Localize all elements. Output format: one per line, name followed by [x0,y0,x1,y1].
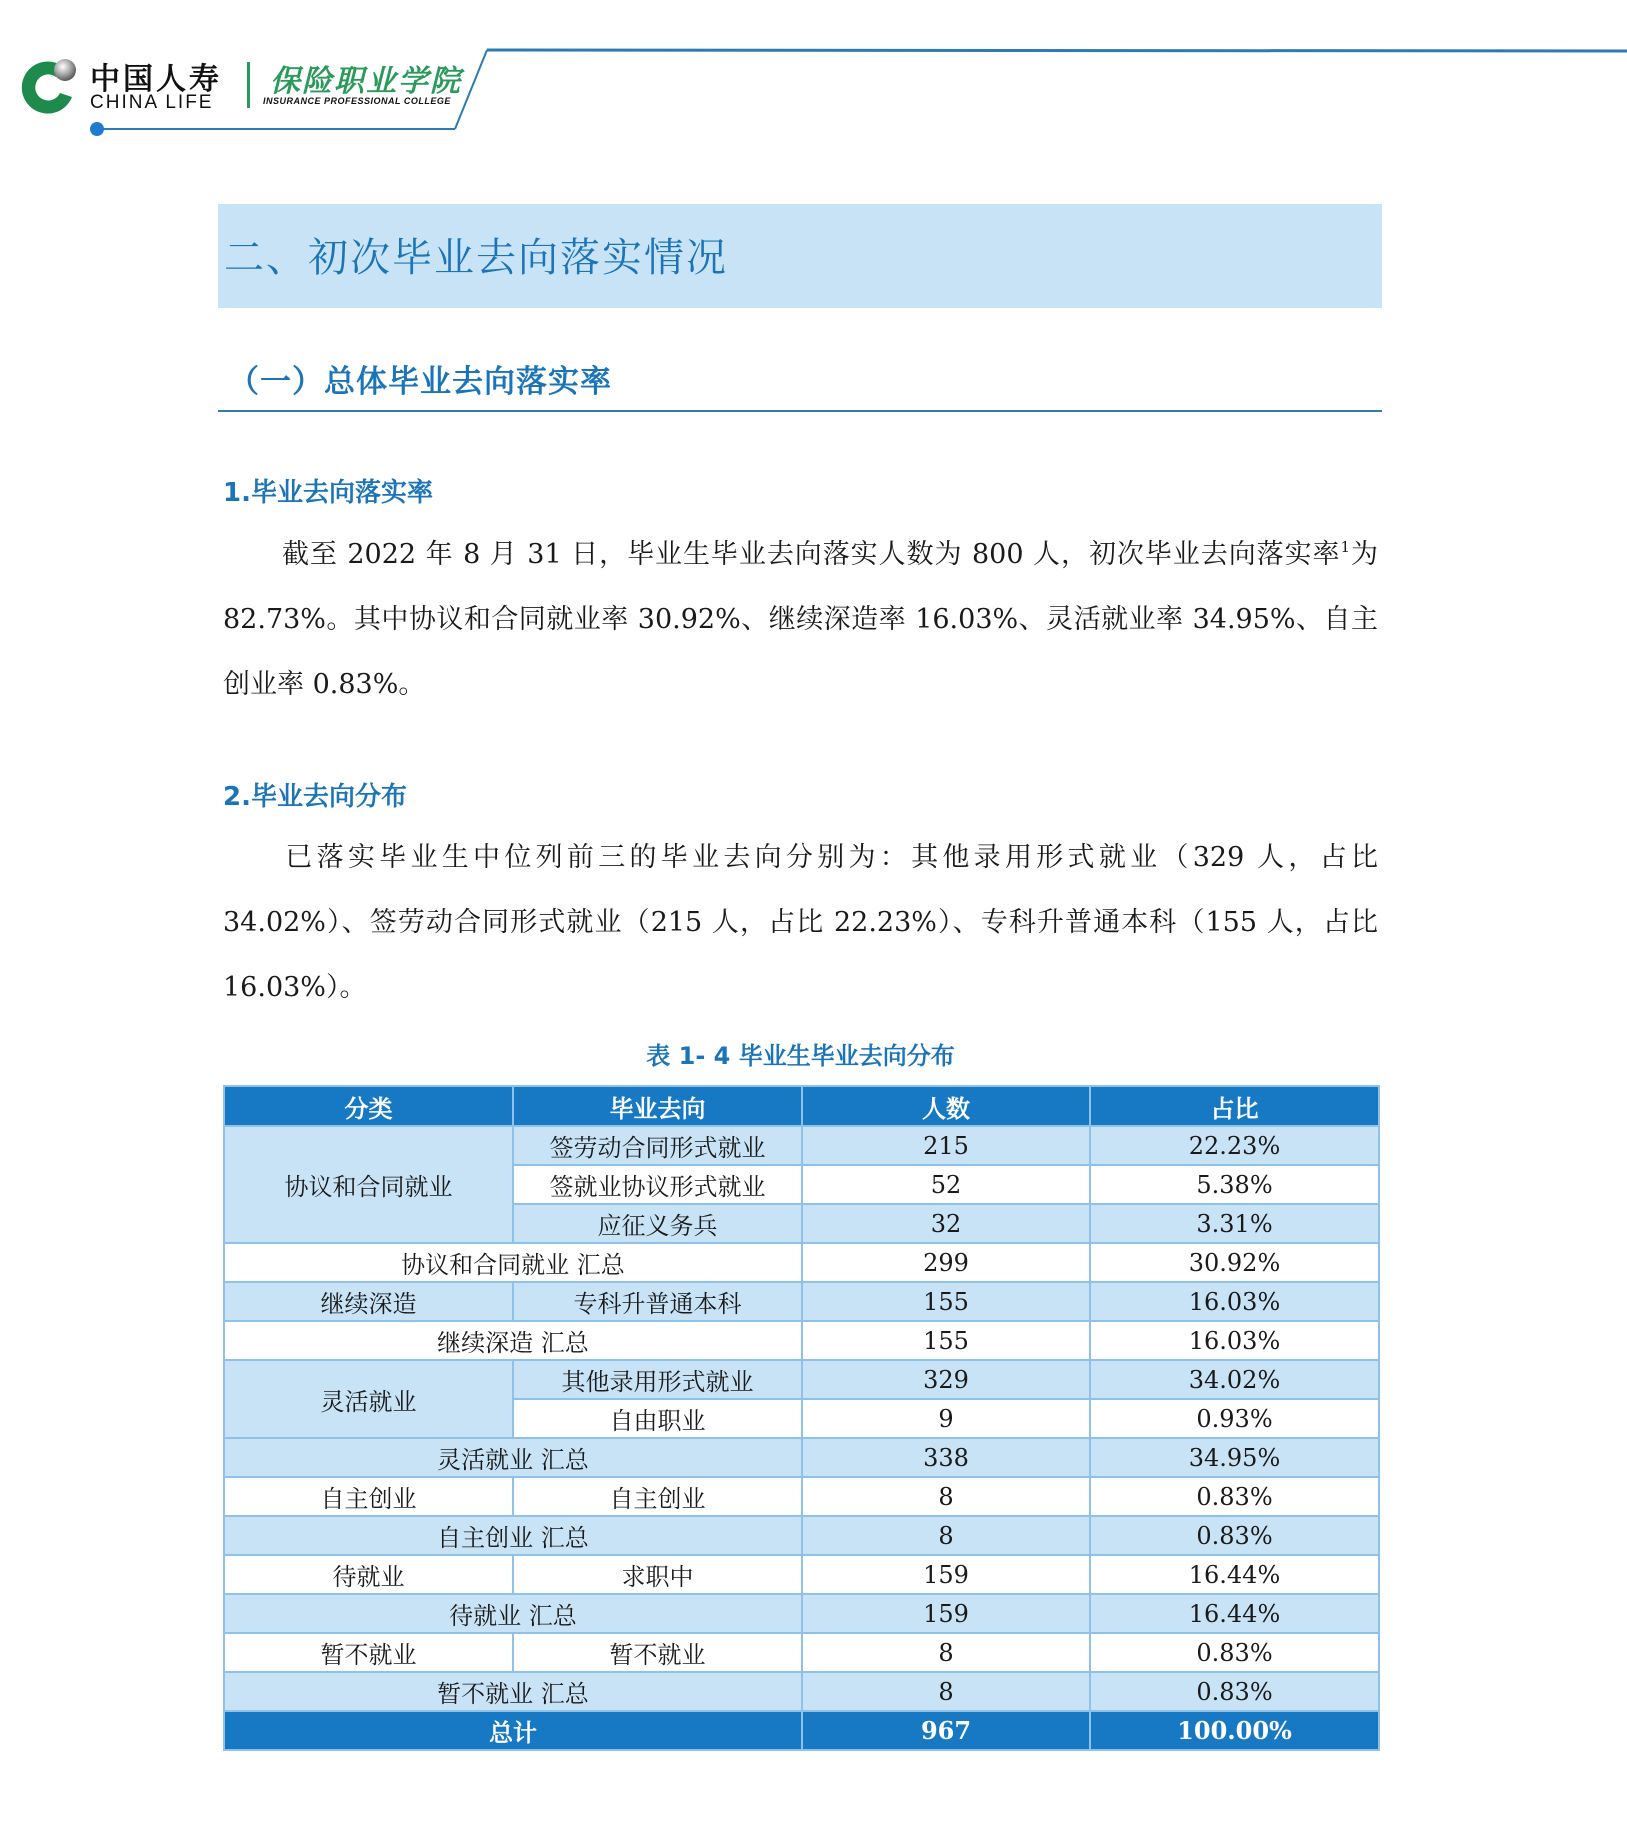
paragraph-placement-rate: 截至 2022 年 8 月 31 日，毕业生毕业去向落实人数为 800 人，初次毕业去向落实率$^1$为 82.73%。其中协议和合同就业率 30.92%、继续深造率 16.03%、灵活就业率 34.95%、自主创业率 0.83%。 [223,538,1378,700]
table-header-row [224,1086,1379,1126]
count-cell: 8 [802,1633,1090,1672]
destination-cell: 签就业协议形式就业 [513,1165,802,1204]
count-cell: 338 [802,1438,1090,1477]
total-row [224,1711,1379,1750]
count-cell: 8 [802,1516,1090,1555]
destination-cell: 应征义务兵 [513,1204,802,1243]
subtotal-row [224,1438,1379,1477]
table-row [224,1555,1379,1594]
table-row [224,1282,1379,1321]
share-cell: 34.95% [1090,1438,1379,1477]
category-cell: 待就业 [224,1555,513,1594]
column-header-category: 分类 [224,1086,513,1126]
paragraph-destination-distribution: 已落实毕业生中位列前三的毕业去向分别为：其他录用形式就业（329 人，占比 34.02%）、签劳动合同形式就业（215 人，占比 22.23%）、专科升普通本科（155 人，占比 16.03%）。 [223,842,1378,1003]
count-cell: 8 [802,1672,1090,1711]
subtotal-row [224,1594,1379,1633]
count-cell: 159 [802,1555,1090,1594]
page-header [0,0,1627,140]
share-cell: 34.02% [1090,1360,1379,1399]
column-header-count: 人数 [802,1086,1090,1126]
total-count: 967 [802,1711,1090,1750]
category-cell: 暂不就业 [224,1633,513,1672]
share-cell: 0.83% [1090,1516,1379,1555]
count-cell: 329 [802,1360,1090,1399]
section-title: 二、初次毕业去向落实情况 [224,235,728,281]
share-cell: 5.38% [1090,1165,1379,1204]
total-share: 100.00% [1090,1711,1379,1750]
share-cell: 16.44% [1090,1594,1379,1633]
subtotal-label: 暂不就业 汇总 [224,1672,802,1711]
heading-destination-distribution: 2.毕业去向分布 [223,782,407,812]
logo-divider [247,62,250,108]
share-cell: 0.93% [1090,1399,1379,1438]
heading-placement-rate: 1.毕业去向落实率 [223,478,433,508]
column-header-share: 占比 [1090,1086,1379,1126]
destination-cell: 暂不就业 [513,1633,802,1672]
share-cell: 16.03% [1090,1321,1379,1360]
subtotal-label: 灵活就业 汇总 [224,1438,802,1477]
section-banner [218,204,1382,308]
destination-cell: 求职中 [513,1555,802,1594]
count-cell: 215 [802,1126,1090,1165]
subtotal-label: 待就业 汇总 [224,1594,802,1633]
destination-distribution-table [223,1085,1380,1751]
share-cell: 0.83% [1090,1477,1379,1516]
column-header-destination: 毕业去向 [513,1086,802,1126]
college-chinese-name: 保险职业学院 [270,64,462,99]
table-row [224,1633,1379,1672]
count-cell: 9 [802,1399,1090,1438]
total-label: 总计 [224,1711,802,1750]
share-cell: 22.23% [1090,1126,1379,1165]
count-cell: 155 [802,1282,1090,1321]
count-cell: 299 [802,1243,1090,1282]
category-cell: 协议和合同就业 [224,1126,513,1243]
destination-cell: 其他录用形式就业 [513,1360,802,1399]
count-cell: 159 [802,1594,1090,1633]
table-row [224,1360,1379,1399]
count-cell: 32 [802,1204,1090,1243]
count-cell: 8 [802,1477,1090,1516]
destination-cell: 专科升普通本科 [513,1282,802,1321]
table-row [224,1126,1379,1165]
share-cell: 16.44% [1090,1555,1379,1594]
subsection-divider [218,410,1382,412]
logo-english-name: CHINA LIFE [90,92,214,113]
category-cell: 继续深造 [224,1282,513,1321]
category-cell: 灵活就业 [224,1360,513,1438]
subsection-title: （一）总体毕业去向落实率 [228,364,612,400]
logo-chinese-name: 中国人寿 [90,62,222,97]
count-cell: 155 [802,1321,1090,1360]
share-cell: 0.83% [1090,1633,1379,1672]
china-life-logo-icon [20,55,82,117]
subtotal-row [224,1321,1379,1360]
subtotal-row [224,1243,1379,1282]
category-cell: 自主创业 [224,1477,513,1516]
destination-cell: 自主创业 [513,1477,802,1516]
share-cell: 16.03% [1090,1282,1379,1321]
subtotal-row [224,1516,1379,1555]
destination-cell: 签劳动合同形式就业 [513,1126,802,1165]
college-english-name: INSURANCE PROFESSIONAL COLLEGE [263,96,451,106]
subtotal-label: 自主创业 汇总 [224,1516,802,1555]
destination-cell: 自由职业 [513,1399,802,1438]
footnote-reference[interactable]: 1 [1340,538,1351,556]
subtotal-label: 协议和合同就业 汇总 [224,1243,802,1282]
share-cell: 3.31% [1090,1204,1379,1243]
header-decorative-lines [0,0,1627,140]
share-cell: 0.83% [1090,1672,1379,1711]
subtotal-row [224,1672,1379,1711]
share-cell: 30.92% [1090,1243,1379,1282]
count-cell: 52 [802,1165,1090,1204]
subtotal-label: 继续深造 汇总 [224,1321,802,1360]
table-row [224,1477,1379,1516]
table-caption: 表 1- 4 毕业生毕业去向分布 [646,1042,955,1070]
